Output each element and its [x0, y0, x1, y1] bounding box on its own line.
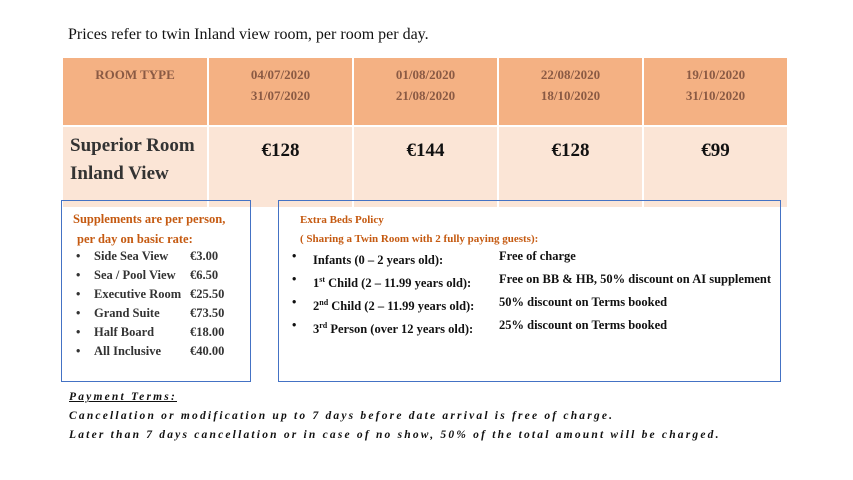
guest-category	[313, 316, 499, 339]
payment-terms-line1: Cancellation or modification up to 7 days before date arrival is free of charge.	[69, 410, 615, 422]
period-to: 31/07/2020	[250, 88, 311, 103]
guest-category-label: Infants (0 – 2 years old):	[313, 253, 444, 268]
supplement-price: €3.00	[190, 249, 219, 263]
bullet: •	[76, 287, 81, 301]
extra-beds-box	[278, 200, 781, 382]
list-item	[292, 316, 771, 339]
rate-cell: €128	[208, 126, 353, 208]
supplement-price: €40.00	[190, 344, 225, 358]
guest-policy: 25% discount on Terms booked	[499, 318, 668, 333]
guest-category-label: Child (2 – 11.99 years old):	[328, 299, 475, 314]
guest-category	[313, 247, 499, 270]
price-table-header	[62, 57, 788, 126]
supplements-title-line2: per day on basic rate:	[77, 232, 193, 246]
ordinal-suffix: st	[319, 275, 326, 285]
supplements-title-line1: Supplements are per person,	[73, 212, 226, 226]
extra-beds-heading: Extra Beds Policy	[300, 214, 384, 226]
ordinal-number: 3	[313, 322, 320, 337]
bullet: •	[76, 344, 81, 358]
period-to: 18/10/2020	[540, 88, 601, 103]
rate-cell: €99	[643, 126, 788, 208]
list-item	[76, 304, 224, 323]
price-table-row	[62, 126, 788, 208]
supplement-price: €6.50	[190, 268, 219, 282]
supplements-box	[61, 200, 251, 382]
supplements-list	[76, 247, 224, 361]
period-to: 21/08/2020	[395, 88, 456, 103]
room-name-line1: Superior Room	[70, 135, 195, 156]
supplement-name: Executive Room	[94, 287, 182, 301]
list-item	[76, 285, 224, 304]
guest-policy: Free of charge	[499, 249, 576, 263]
guest-category	[313, 270, 499, 293]
list-item	[76, 323, 224, 342]
room-name	[62, 126, 208, 208]
bullet: •	[76, 306, 81, 320]
supplement-price: €73.50	[190, 306, 225, 320]
bullet: •	[76, 249, 81, 263]
period-header	[643, 57, 788, 126]
supplement-name: Sea / Pool View	[94, 268, 176, 282]
bullet: •	[76, 325, 81, 339]
room-type-header: ROOM TYPE	[62, 57, 208, 126]
list-item	[292, 293, 771, 316]
rate-cell: €144	[353, 126, 498, 208]
guest-policy: Free on BB & HB, 50% discount on AI supplement	[499, 272, 772, 287]
guest-category-label: Person (over 12 years old):	[327, 322, 474, 337]
room-name-line2: Inland View	[70, 163, 169, 184]
extra-beds-title	[300, 211, 538, 249]
payment-terms-title: Payment Terms:	[69, 391, 177, 403]
ordinal-number: 1	[313, 276, 320, 291]
bullet: •	[76, 268, 81, 282]
list-item	[292, 247, 771, 270]
guest-category	[313, 293, 499, 316]
supplement-price: €18.00	[190, 325, 225, 339]
rate-cell: €128	[498, 126, 643, 208]
supplement-name: Side Sea View	[94, 249, 169, 263]
payment-terms	[69, 388, 721, 445]
supplement-name: Grand Suite	[94, 306, 160, 320]
list-item	[76, 342, 224, 361]
supplement-price: €25.50	[190, 287, 225, 301]
price-table	[61, 56, 789, 209]
period-header	[498, 57, 643, 126]
bullet: •	[292, 249, 297, 263]
supplement-name: Half Board	[94, 325, 155, 339]
period-from: 01/08/2020	[395, 67, 456, 82]
list-item	[292, 270, 771, 293]
period-to: 31/10/2020	[685, 88, 746, 103]
supplement-name: All Inclusive	[94, 344, 162, 358]
period-header	[353, 57, 498, 126]
guest-category-label: Child (2 – 11.99 years old):	[325, 276, 472, 291]
payment-terms-line2: Later than 7 days cancellation or in case of no show, 50% of the total amount will be charged.	[69, 429, 721, 441]
ordinal-number: 2	[313, 299, 320, 314]
guest-policy: 50% discount on Terms booked	[499, 295, 668, 310]
ordinal-suffix: nd	[319, 298, 329, 308]
period-from: 19/10/2020	[685, 67, 746, 82]
bullet: •	[292, 295, 297, 310]
intro-text: Prices refer to twin Inland view room, per room per day.	[68, 26, 429, 43]
bullet: •	[292, 272, 297, 287]
list-item	[76, 266, 224, 285]
extra-beds-subtitle: ( Sharing a Twin Room with 2 fully paying guests):	[300, 233, 539, 245]
period-from: 22/08/2020	[540, 67, 601, 82]
extra-beds-list	[292, 247, 771, 340]
ordinal-suffix: rd	[319, 321, 328, 331]
list-item	[76, 247, 224, 266]
period-from: 04/07/2020	[250, 67, 311, 82]
supplements-title	[73, 209, 225, 249]
bullet: •	[292, 318, 297, 333]
period-header	[208, 57, 353, 126]
